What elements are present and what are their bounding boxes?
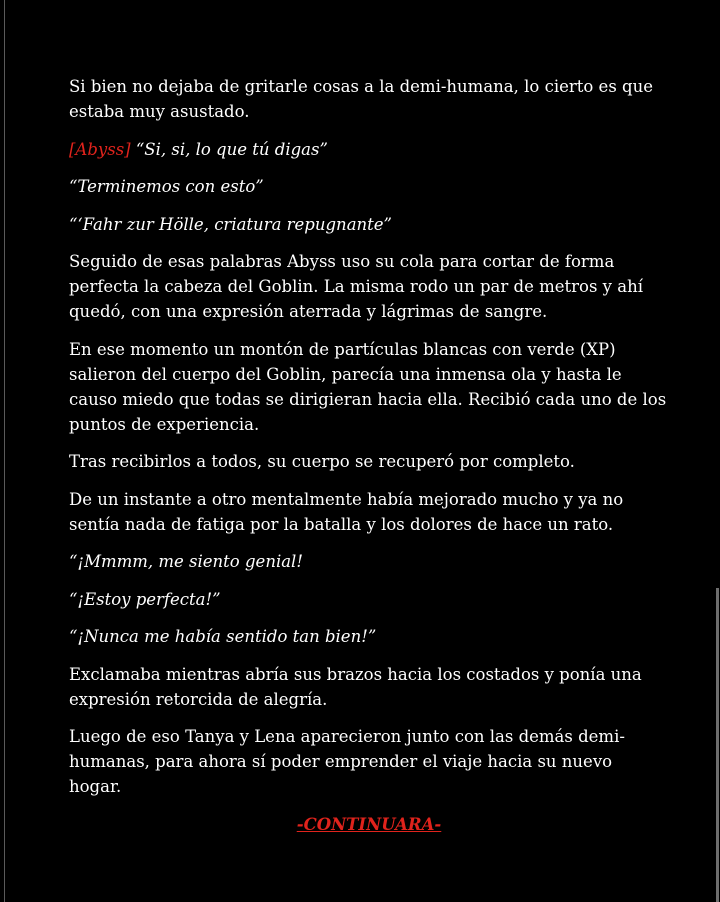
paragraph-narration-3: En ese momento un montón de partículas blancas con verde (XP) salieron del cuerpo del Goblin, parecía una inmensa ola y hasta le causo miedo que todas se dirigieran hacia ella. Recibió cada uno de los puntos de experiencia. [69,339,667,434]
paragraph-dialogue-3: “‘Fahr zur Hölle, criatura repugnante” [69,214,392,234]
paragraph-narration-7: Luego de eso Tanya y Lena aparecieron junto con las demás demi-humanas, para ahora sí poder emprender el viaje hacia su nuevo hogar. [69,727,625,796]
dialogue-text: “Si, si, lo que tú digas” [135,139,328,159]
scrollbar-track[interactable] [714,0,720,902]
paragraph-dialogue-2: “Terminemos con esto” [69,177,264,196]
paragraph-dialogue-6: “¡Nunca me había sentido tan bien!” [69,627,377,646]
paragraph-narration-6: Exclamaba mientras abría sus brazos hacia los costados y ponía una expresión retorcida de alegría. [69,664,642,709]
paragraph-dialogue-5: “¡Estoy perfecta!” [69,589,221,609]
paragraph-narration-1: Si bien no dejaba de gritarle cosas a la demi-humana, lo cierto es que estaba muy asustado. [69,77,653,121]
paragraph-dialogue-4: “¡Mmmm, me siento genial! [69,552,303,571]
page-border [4,0,5,902]
story-text [69,74,669,849]
continuation-marker: -CONTINUARA- [296,814,442,834]
paragraph-narration-2: Seguido de esas palabras Abyss uso su cola para cortar de forma perfecta la cabeza del Goblin. La misma rodo un par de metros y ahí quedó, con una expresión aterrada y lágrimas de sangre. [69,252,643,321]
paragraph-narration-5: De un instante a otro mentalmente había mejorado mucho y ya no sentía nada de fatiga por la batalla y los dolores de hace un rato. [69,489,624,534]
speaker-tag: [Abyss] [69,139,131,159]
scrollbar-thumb[interactable] [716,588,719,902]
paragraph-narration-4: Tras recibirlos a todos, su cuerpo se recuperó por completo. [69,452,575,471]
paragraph-dialogue-abyss [69,137,669,162]
